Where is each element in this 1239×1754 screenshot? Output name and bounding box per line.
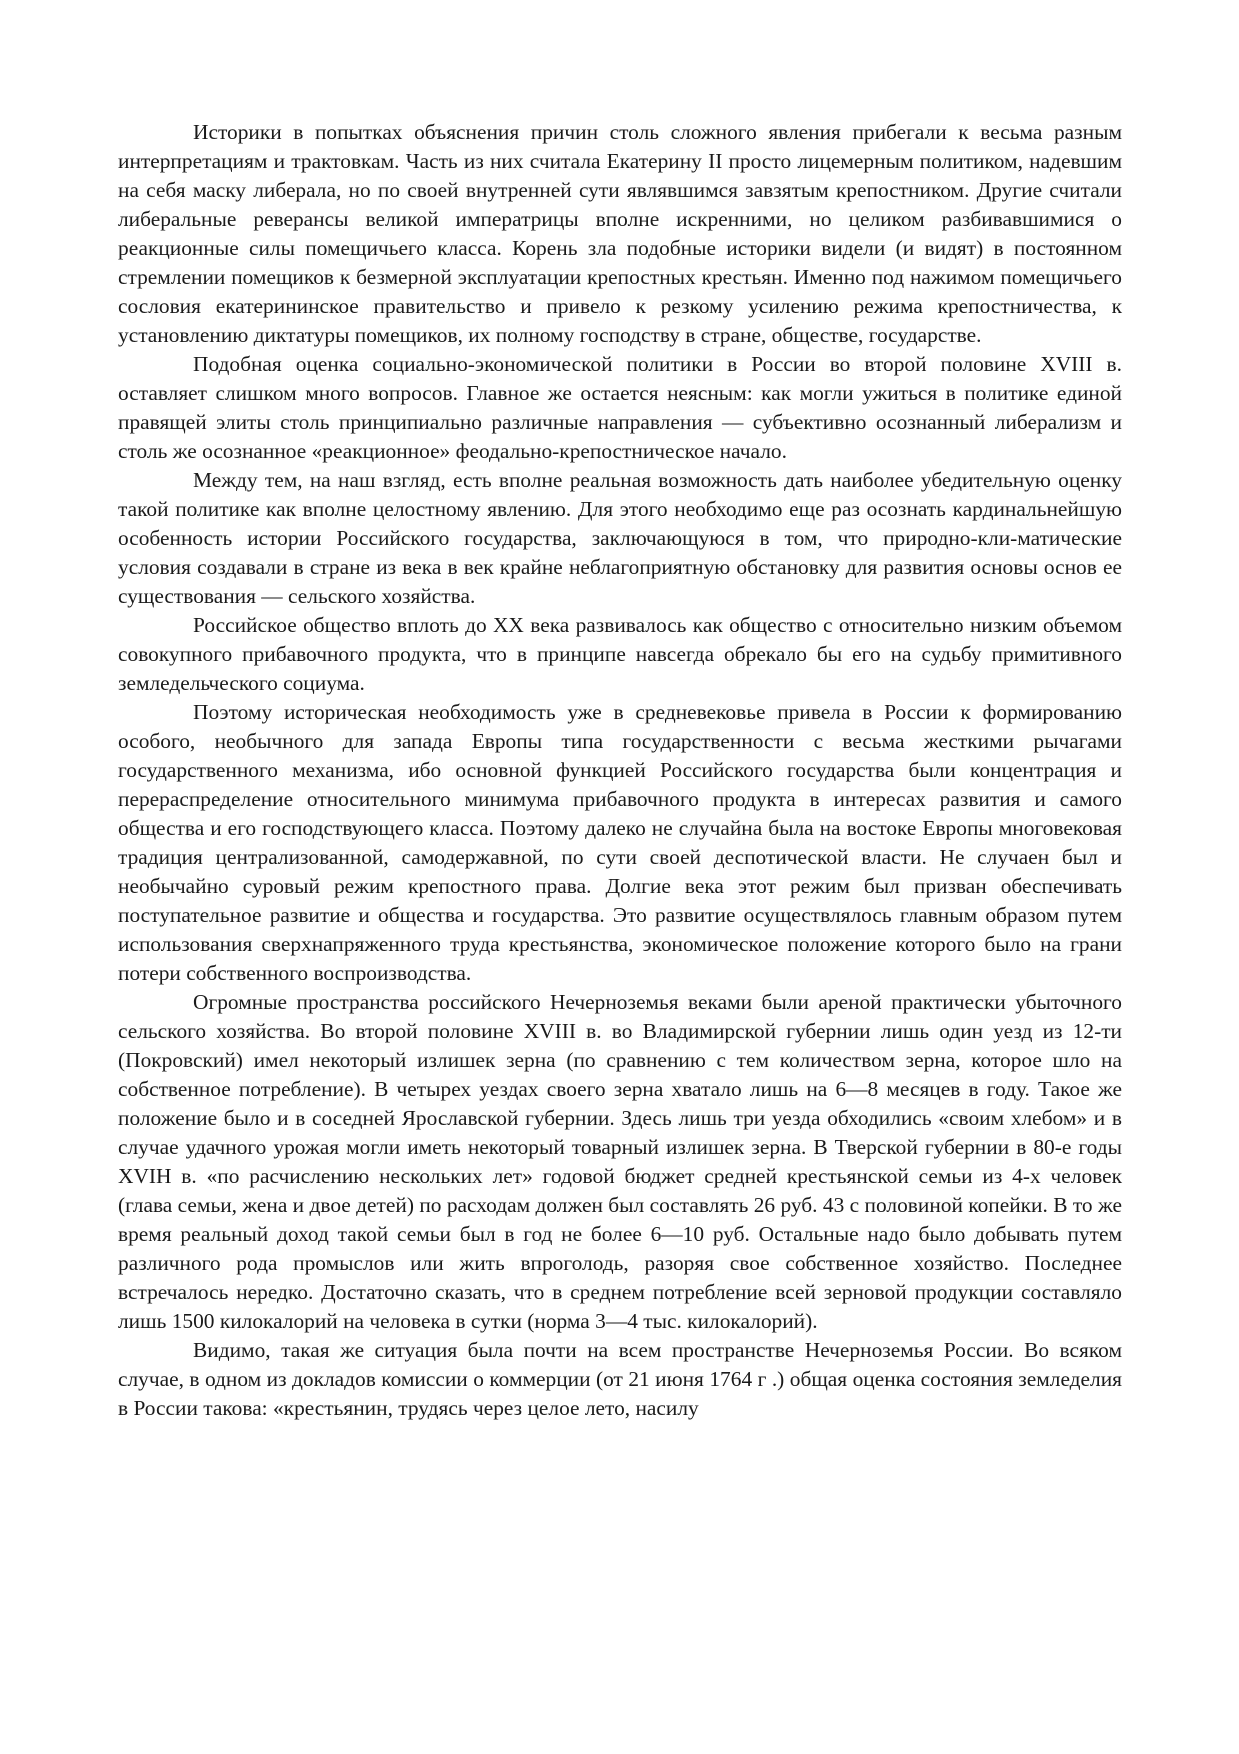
paragraph-1: Историки в попытках объяснения причин столь сложного явления прибегали к весьма разным интерпретациям и трактовкам. Часть из них считала Екатерину II просто лицемерным политиком, надевшим на себя маску либерала, но по своей внутренней сути являвшимся завзятым крепостником. Другие считали либеральные реверансы великой императрицы вполне искренними, но целиком разбивавшимися о реакционные силы помещичьего класса. Корень зла подобные историки видели (и видят) в постоянном стремлении помещиков к безмерной эксплуатации крепостных крестьян. Именно под нажимом помещичьего сословия екатерининское правительство и привело к резкому усилению режима крепостничества, к установлению диктатуры помещиков, их полному господству в стране, обществе, государстве. bbox=[118, 120, 1122, 347]
paragraph-5: Поэтому историческая необходимость уже в средневековье привела в России к формированию особого, необычного для запада Европы типа государственности с весьма жесткими рычагами государственного механизма, ибо основной функцией Российского государства были концентрация и перераспределение относительного минимума прибавочного продукта в интересах развития и самого общества и его господствующего класса. Поэтому далеко не случайна была на востоке Европы многовековая традиция централизованной, самодержавной, по сути своей деспотической власти. Не случаен был и необычайно суровый режим крепостного права. Долгие века этот режим был призван обеспечивать поступательное развитие и общества и государства. Это развитие осуществлялось главным образом путем использования сверхнапряженного труда крестьянства, экономическое положение которого было на грани потери собственного воспроизводства. bbox=[118, 700, 1122, 985]
document-page bbox=[118, 118, 1122, 1423]
paragraph-2: Подобная оценка социально-экономической политики в России во второй половине XVIII в. оставляет слишком много вопросов. Главное же остается неясным: как могли ужиться в политике единой правящей элиты столь принципиально различные направления — субъективно осознанный либерализм и столь же осознанное «реакционное» феодально-крепостническое начало. bbox=[118, 352, 1122, 463]
paragraph-7: Видимо, такая же ситуация была почти на всем пространстве Нечерноземья России. Во всяком случае, в одном из докладов комиссии о коммерции (от 21 июня 1764 г .) общая оценка состояния земледелия в России такова: «крестьянин, трудясь через целое лето, насилу bbox=[118, 1338, 1122, 1420]
paragraph-3: Между тем, на наш взгляд, есть вполне реальная возможность дать наиболее убедительную оценку такой политике как вполне целостному явлению. Для этого необходимо еще раз осознать кардинальнейшую особенность истории Российского государства, заключающуюся в том, что природно-кли-матические условия создавали в стране из века в век крайне неблагоприятную обстановку для развития основы основ ее существования — сельского хозяйства. bbox=[118, 468, 1122, 608]
paragraph-4: Российское общество вплоть до XX века развивалось как общество с относительно низким объемом совокупного прибавочного продукта, что в принципе навсегда обрекало бы его на судьбу примитивного земледельческого социума. bbox=[118, 613, 1122, 695]
paragraph-6: Огромные пространства российского Нечерноземья веками были ареной практически убыточного сельского хозяйства. Во второй половине XVIII в. во Владимирской губернии лишь один уезд из 12-ти (Покровский) имел некоторый излишек зерна (по сравнению с тем количеством зерна, которое шло на собственное потребление). В четырех уездах своего зерна хватало лишь на 6—8 месяцев в году. Такое же положение было и в соседней Ярославской губернии. Здесь лишь три уезда обходились «своим хлебом» и в случае удачного урожая могли иметь некоторый товарный излишек зерна. В Тверской губернии в 80-е годы XVIH в. «по расчислению нескольких лет» годовой бюджет средней крестьянской семьи из 4-х человек (глава семьи, жена и двое детей) по расходам должен был составлять 26 руб. 43 с половиной копейки. В то же время реальный доход такой семьи был в год не более 6—10 руб. Остальные надо было добывать путем различного рода промыслов или жить впроголодь, разоряя свое собственное хозяйство. Последнее встречалось нередко. Достаточно сказать, что в среднем потребление всей зерновой продукции составляло лишь 1500 килокалорий на человека в сутки (норма 3—4 тыс. килокалорий). bbox=[118, 990, 1122, 1333]
